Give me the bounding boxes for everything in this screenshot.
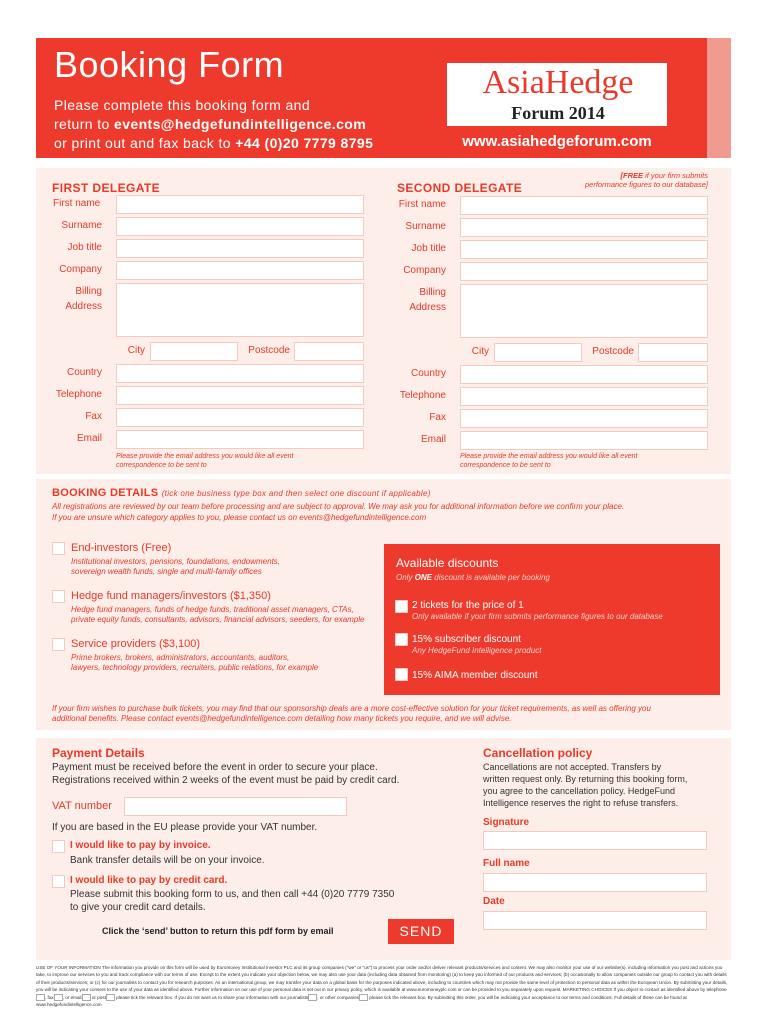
first-delegate-first-name-field[interactable] (116, 195, 364, 214)
bulk-note-1: If your firm wishes to purchase bulk tickets, you may find that our sponsorship deals are a more cost-effective solution for your ticket requirements, as well as offering you (52, 704, 651, 713)
second-delegate-company-field[interactable] (460, 262, 708, 281)
first-delegate-telephone-field[interactable] (116, 386, 364, 405)
bulk-note-2: additional benefits. Please contact events@hedgefundintelligence.com detailing how many tickets you require, and we will advise. (52, 714, 512, 723)
header-line-3-prefix: or print out and fax back to (54, 135, 236, 151)
payment-line-1: Payment must be received before the event in order to secure your place. (52, 762, 378, 773)
free-note-bold: [FREE (620, 171, 643, 180)
signature-label: Signature (483, 817, 530, 828)
first-delegate-address-field[interactable] (116, 283, 364, 337)
second-email-note-2: correspondence to be sent to (460, 462, 551, 469)
second-delegate-fax-field[interactable] (460, 409, 708, 428)
second-delegate-telephone-field[interactable] (460, 387, 708, 406)
full-name-label: Full name (483, 858, 530, 869)
post-optout-checkbox[interactable] (106, 994, 115, 1001)
service-providers-desc-1: Prime brokers, brokers, administrators, accountants, auditors, (71, 653, 290, 662)
second-delegate-city-field[interactable] (494, 343, 582, 362)
header-line-1: Please complete this booking form and (54, 97, 311, 113)
hedge-fund-managers-checkbox[interactable] (52, 590, 65, 603)
header-line-2-prefix: return to (54, 116, 115, 132)
fax-optout-checkbox[interactable] (54, 994, 63, 1001)
second-email-note-1: Please provide the email address you would like all event (460, 453, 638, 460)
footer-legal-text (36, 964, 731, 1008)
second-email-label: Email (420, 434, 446, 445)
first-email-note (116, 452, 362, 470)
header-fax: +44 (0)20 7779 8795 (235, 135, 374, 151)
service-providers-desc-2: lawyers, technology providers, recruiters, public relations, for example (71, 663, 319, 672)
discounts-title: Available discounts (396, 556, 499, 570)
pay-invoice-title: I would like to pay by invoice. (70, 840, 211, 851)
second-delegate-email-field[interactable] (460, 431, 708, 450)
discounts-subtitle-bold: ONE (414, 573, 433, 582)
end-investors-desc-1: Institutional investors, pensions, foundations, endowments, (71, 557, 281, 566)
discount-subscriber-title: 15% subscriber discount (412, 634, 521, 645)
second-job-title-label: Job title (411, 243, 446, 254)
footer-part-3: , or email (62, 994, 82, 1000)
first-email-note-2: correspondence to be sent to (116, 462, 207, 469)
discount-2-for-1-checkbox[interactable] (395, 600, 408, 613)
first-delegate-surname-field[interactable] (116, 217, 364, 236)
second-delegate-country-field[interactable] (460, 365, 708, 384)
cancellation-title: Cancellation policy (483, 746, 593, 760)
vat-note: If you are based in the EU please provide your VAT number. (52, 822, 318, 833)
second-delegate-first-name-field[interactable] (460, 196, 708, 215)
footer-part-4: or post (90, 994, 106, 1000)
surname-label: Surname (61, 220, 102, 231)
booking-title (52, 487, 431, 499)
pay-card-title: I would like to pay by credit card. (70, 875, 228, 886)
end-investors-title: End-investors (Free) (71, 542, 172, 554)
city-label: City (127, 345, 145, 356)
logo-main: AsiaHedge (482, 64, 634, 101)
full-name-field[interactable] (483, 873, 707, 892)
first-delegate-job-title-field[interactable] (116, 239, 364, 258)
end-investors-desc-2: sovereign wealth funds, single and multi-family offices (71, 567, 262, 576)
cancellation-line-4: Intelligence reserves the right to refuse transfers. (483, 798, 679, 808)
company-label: Company (59, 264, 102, 275)
service-providers-title: Service providers ($3,100) (71, 638, 201, 650)
hedge-fund-managers-desc-1: Hedge fund managers, funds of hedge funds, traditional asset managers, CTAs, (71, 605, 354, 614)
booking-title-text: BOOKING DETAILS (52, 487, 159, 499)
free-note (540, 171, 708, 189)
job-title-label: Job title (67, 242, 102, 253)
cancellation-line-2: written request only. By returning this booking form, (483, 774, 688, 784)
cancellation-line-1: Cancellations are not accepted. Transfers by (483, 762, 662, 772)
discount-aima-checkbox[interactable] (395, 668, 408, 681)
signature-field[interactable] (483, 831, 707, 850)
booking-intro-1: All registrations are reviewed by our team before processing and are subject to approval. We may ask you for additional information before we confirm your place. (52, 502, 625, 511)
first-delegate-postcode-field[interactable] (294, 342, 364, 361)
second-country-label: Country (410, 368, 446, 379)
second-delegate-address-field[interactable] (460, 284, 708, 338)
date-label: Date (483, 896, 505, 907)
end-investors-checkbox[interactable] (52, 542, 65, 555)
header-email: events@hedgefundintelligence.com (114, 116, 367, 132)
postcode-label: Postcode (248, 345, 290, 356)
logo-sub: Forum 2014 (511, 103, 605, 123)
footer-part-2: , fax (45, 994, 54, 1000)
second-fax-label: Fax (429, 412, 446, 423)
pay-card-checkbox[interactable] (52, 875, 65, 888)
discount-subscriber-sub: Any HedgeFund Intelligence product (412, 646, 542, 655)
first-delegate-country-field[interactable] (116, 364, 364, 383)
second-email-note (460, 452, 706, 470)
discounts-subtitle (396, 573, 550, 582)
pay-invoice-sub: Bank transfer details will be on your invoice. (70, 855, 265, 866)
discounts-subtitle-pre: Only (396, 573, 415, 582)
discounts-subtitle-post: discount is available per booking (432, 573, 550, 582)
discount-subscriber-checkbox[interactable] (395, 633, 408, 646)
telephone-optout-checkbox[interactable] (36, 994, 45, 1001)
second-city-label: City (471, 346, 489, 357)
footer-part-7: please tick the relevant box. By submitting this order, you will be indicating your acceptance to our terms and conditions. Full details of these can be found at www.hedgefundintelligence.com (36, 994, 687, 1008)
pay-card-sub-2: to give your credit card details. (70, 902, 206, 913)
service-providers-checkbox[interactable] (52, 638, 65, 651)
hedge-fund-managers-desc-2: private equity funds, consultants, advisors, financial advisors, seeders, for example (71, 615, 365, 624)
country-label: Country (66, 367, 102, 378)
second-delegate-postcode-field[interactable] (638, 343, 708, 362)
email-optout-checkbox[interactable] (82, 994, 91, 1001)
pay-card-sub-1: Please submit this booking form to us, and then call +44 (0)20 7779 7350 (70, 889, 395, 900)
second-postcode-label: Postcode (592, 346, 634, 357)
first-delegate-heading: FIRST DELEGATE (52, 181, 161, 195)
free-note-line-2: performance figures to our database] (585, 180, 708, 189)
date-field[interactable] (483, 911, 707, 930)
other-companies-optout-checkbox[interactable] (359, 994, 368, 1001)
header-stripe (707, 38, 731, 158)
second-telephone-label: Telephone (399, 390, 446, 401)
footer-part-1: USE OF YOUR INFORMATION The information you provide on this form will be used by Euromoney Institutional Investor PLC and its group companies ("we" or "us") to process your order and/or deliver relevant products/services and content. We may also monitor your use of our website(s), including information you post and actions you take, to improve our services to you and track compliance with our terms of use. Except to the extent you indicate your objection below, we may also use your data (including data obtained from monitoring) (a) to keep you informed of our products and services; (b) occasionally to allow companies outside our group to contact you with details of their products/services; or (c) for our journalists to contact you for research purposes. As an international group, we may transfer your data on a global basis for the purposes indicated above, including to countries which may not provide the same level of protection to personal data as within the European Union. By submitting your details, you will be indicating your consent to the use of your data as identified above. Further information on our use of your personal data is set out in our privacy policy, which is available at www.euromoneyplc.com or can be provided to you separately upon request. MARKETING CHOICES If you object to contact as identified above by telephone (36, 965, 728, 993)
vat-number-field[interactable] (124, 797, 347, 816)
second-first-name-label: First name (398, 199, 446, 210)
discount-2-for-1-sub: Only available if your firm submits performance figures to our database (412, 612, 663, 621)
cancellation-line-3: you agree to the cancellation policy. HedgeFund (483, 786, 675, 796)
booking-intro-2: If you are unsure which category applies to you, please contact us on events@hedgefundintelligence.com (52, 513, 427, 522)
second-company-label: Company (403, 265, 446, 276)
second-delegate-heading: SECOND DELEGATE (397, 181, 523, 195)
fax-label: Fax (85, 411, 102, 422)
first-delegate-fax-field[interactable] (116, 408, 364, 427)
email-label: Email (76, 433, 102, 444)
website-link[interactable]: www.asiahedgeforum.com (462, 133, 652, 150)
send-note: Click the ‘send’ button to return this pdf form by email (102, 926, 334, 936)
booking-title-note: (tick one business type box and then select one discount if applicable) (161, 489, 431, 498)
first-email-note-1: Please provide the email address you would like all event (116, 453, 294, 460)
discount-2-for-1-title: 2 tickets for the price of 1 (412, 600, 524, 611)
payment-line-2: Registrations received within 2 weeks of the event must be paid by credit card. (52, 775, 400, 786)
hedge-fund-managers-title: Hedge fund managers/investors ($1,350) (71, 590, 271, 602)
footer-part-5: please tick the relevant box. If you do not want us to share your information with our journalists (114, 994, 309, 1000)
telephone-label: Telephone (55, 389, 102, 400)
first-name-label: First name (53, 198, 101, 209)
second-surname-label: Surname (405, 221, 446, 232)
footer-part-6: , or other companies (317, 994, 360, 1000)
first-delegate-company-field[interactable] (116, 261, 364, 280)
billing-label: Billing (75, 286, 102, 297)
discount-aima-title: 15% AIMA member discount (412, 670, 538, 681)
first-delegate-email-field[interactable] (116, 430, 364, 449)
second-billing-label: Billing (419, 287, 446, 298)
first-delegate-city-field[interactable] (150, 342, 238, 361)
send-button[interactable]: SEND (388, 919, 454, 944)
vat-label: VAT number (52, 800, 112, 812)
address-label: Address (65, 301, 102, 312)
form-title: Booking Form (54, 44, 285, 85)
second-address-label: Address (409, 302, 446, 313)
second-delegate-surname-field[interactable] (460, 218, 708, 237)
payment-title: Payment Details (52, 746, 145, 760)
header-line-3 (54, 135, 373, 151)
second-delegate-job-title-field[interactable] (460, 240, 708, 259)
free-note-rest: if your firm submits (642, 171, 708, 180)
journalists-optout-checkbox[interactable] (308, 994, 317, 1001)
header-line-2 (54, 116, 366, 132)
pay-invoice-checkbox[interactable] (52, 840, 65, 853)
